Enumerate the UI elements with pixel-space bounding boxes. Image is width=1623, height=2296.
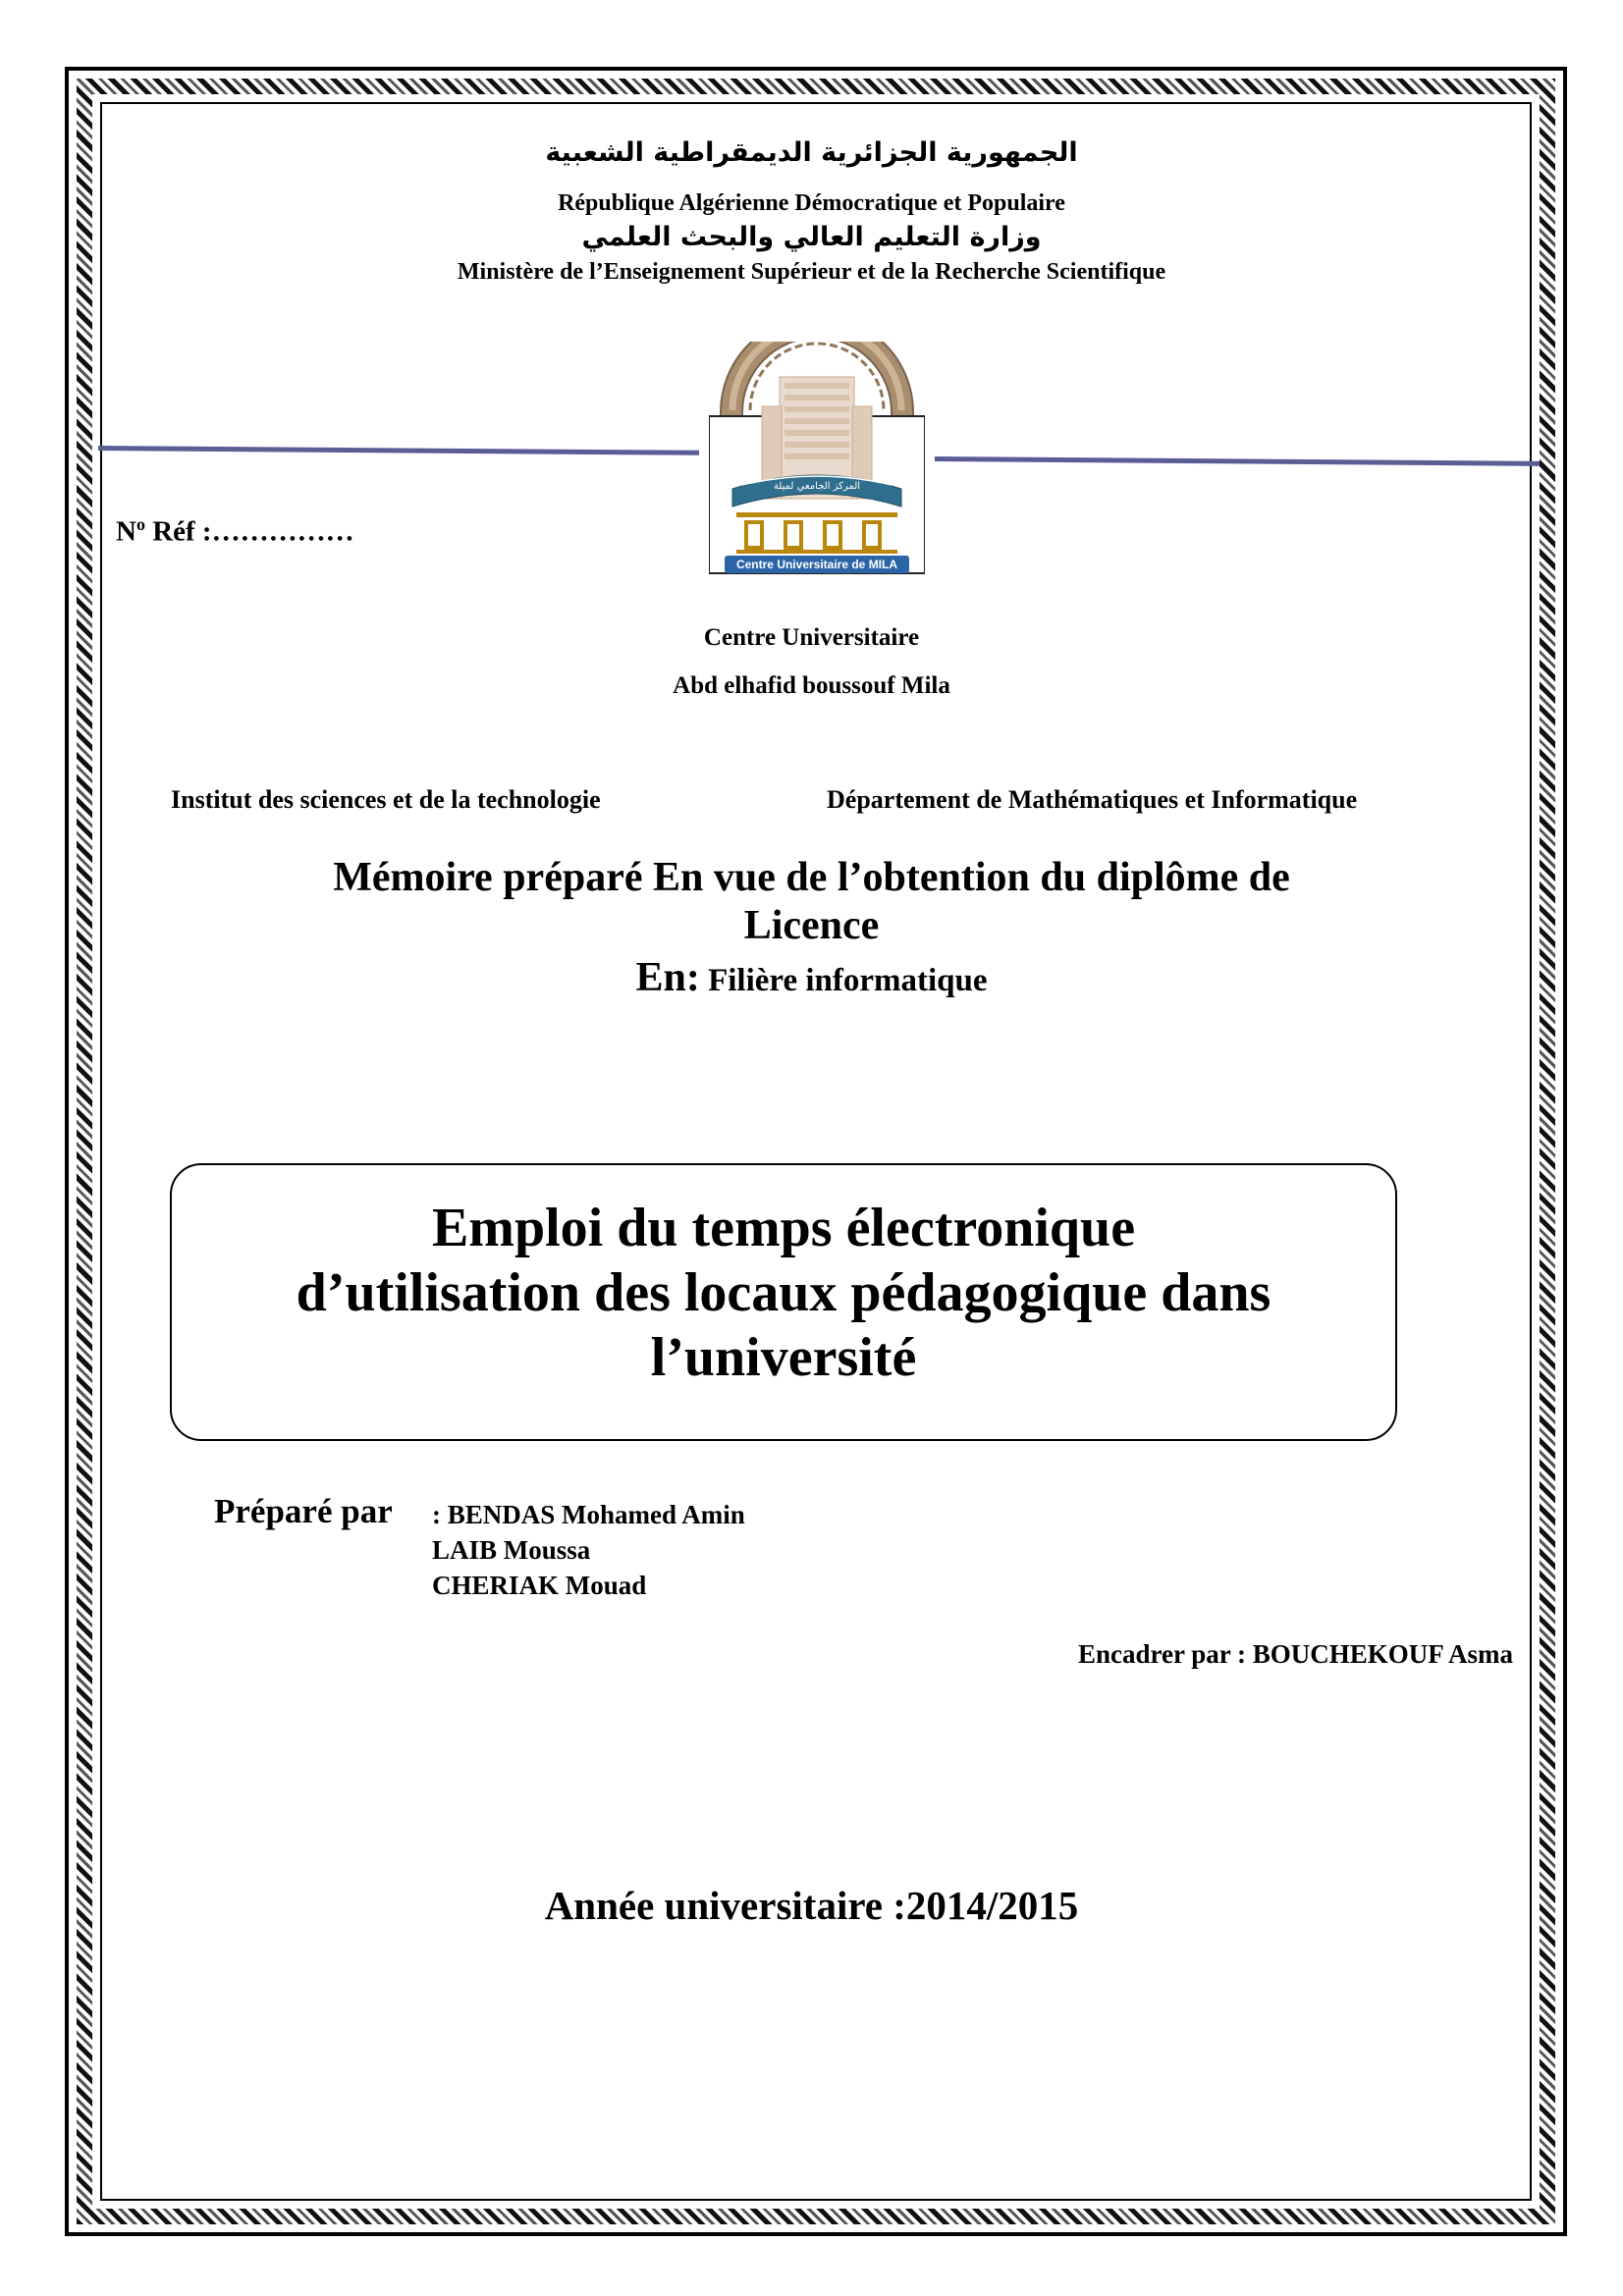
prepared-by-label: Préparé par — [214, 1492, 393, 1530]
reference-superscript: o — [135, 514, 145, 534]
reference-number — [116, 514, 354, 549]
republic-heading: République Algérienne Démocratique et Populaire — [558, 190, 1065, 216]
supervisor-line: Encadrer par : BOUCHEKOUF Asma — [1077, 1639, 1513, 1669]
logo-image — [709, 342, 925, 575]
institution-name: Centre Universitaire — [703, 624, 920, 651]
logo-banner-text: المركز الجامعي لميلة — [773, 481, 861, 492]
university-logo — [709, 342, 925, 575]
thesis-title-line-1: Emploi du temps électronique — [431, 1198, 1136, 1258]
reference-rest: Réf :…………… — [144, 515, 354, 548]
author-2: LAIB Moussa — [432, 1535, 591, 1565]
author-1: : BENDAS Mohamed Amin — [432, 1500, 745, 1529]
author-3: CHERIAK Mouad — [432, 1571, 647, 1600]
academic-year: Année universitaire :2014/2015 — [544, 1883, 1079, 1928]
field-name: Filière informatique — [699, 963, 988, 998]
arabic-republic-heading: الجمهورية الجزائرية الديمقراطية الشعبية — [545, 137, 1078, 168]
arabic-ministry-heading: وزارة التعليم العالي والبحث العلمي — [581, 222, 1042, 252]
thesis-title-box — [170, 1163, 1397, 1441]
institution-location: Abd elhafid boussouf Mila — [673, 672, 950, 699]
logo-caption: Centre Universitaire de MILA — [735, 558, 898, 571]
memoir-purpose: Mémoire préparé En vue de l’obtention du diplôme de — [333, 855, 1290, 900]
memoir-field — [0, 954, 1623, 1001]
institute-name: Institut des sciences et de la technologie — [171, 785, 601, 814]
memoir-degree: Licence — [743, 903, 880, 948]
ministry-heading: Ministère de l’Enseignement Supérieur et de la Recherche Scientifique — [457, 259, 1166, 285]
department-name: Département de Mathématiques et Informatique — [827, 785, 1358, 814]
reference-label: N — [116, 515, 136, 548]
field-prefix: En: — [635, 955, 700, 1000]
thesis-title-line-2: d’utilisation des locaux pédagogique dans — [296, 1262, 1271, 1323]
thesis-title-line-3: l’université — [650, 1327, 917, 1388]
